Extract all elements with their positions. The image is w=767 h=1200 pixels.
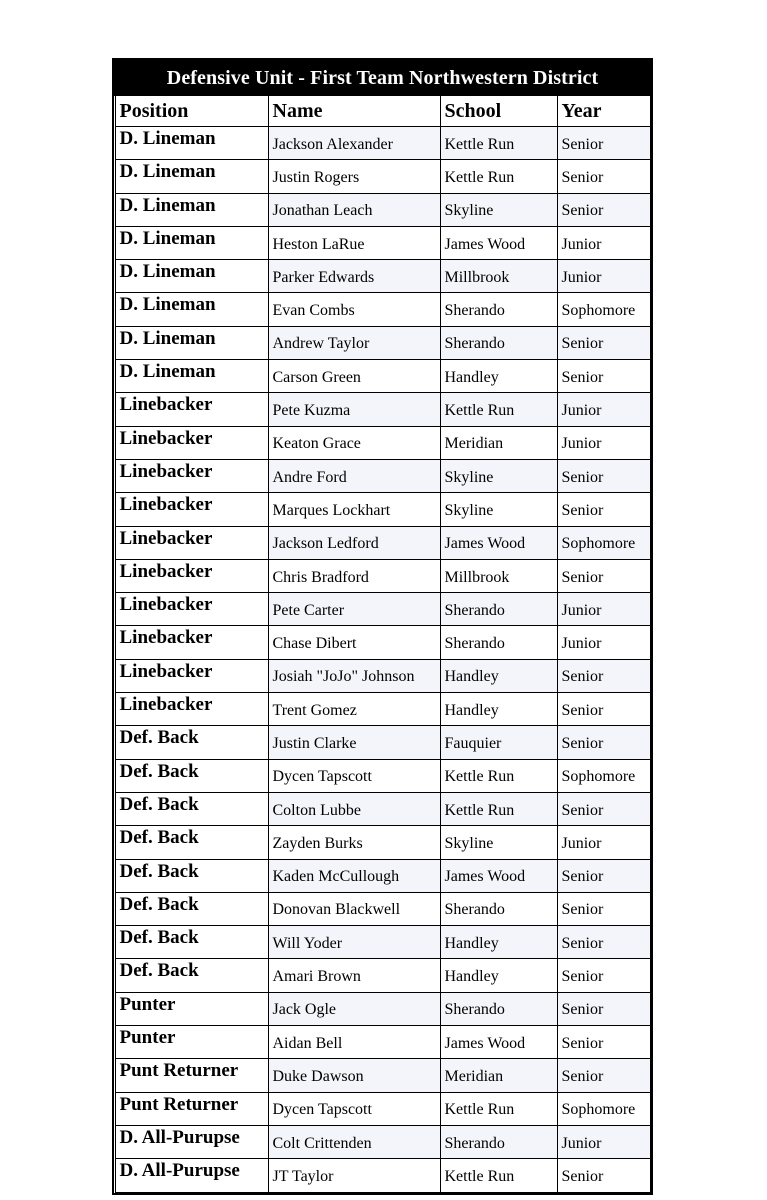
cell-name: Pete Carter <box>268 593 440 626</box>
cell-name: Evan Combs <box>268 293 440 326</box>
cell-school: Kettle Run <box>440 759 557 792</box>
table-row <box>115 593 650 626</box>
table-row <box>115 1092 650 1125</box>
table-row <box>115 393 650 426</box>
table-row <box>115 759 650 792</box>
table-row <box>115 360 650 393</box>
table-row <box>115 1159 650 1192</box>
cell-school: James Wood <box>440 226 557 259</box>
cell-position: Linebacker <box>115 459 268 492</box>
cell-year: Senior <box>557 326 650 359</box>
cell-name: Aidan Bell <box>268 1026 440 1059</box>
cell-year: Sophomore <box>557 1092 650 1125</box>
cell-position: D. All-Purupse <box>115 1159 268 1192</box>
cell-year: Senior <box>557 693 650 726</box>
table-row <box>115 1125 650 1158</box>
table-row <box>115 726 650 759</box>
cell-year: Senior <box>557 193 650 226</box>
cell-position: Linebacker <box>115 659 268 692</box>
cell-school: James Wood <box>440 526 557 559</box>
cell-year: Sophomore <box>557 293 650 326</box>
cell-year: Senior <box>557 1159 650 1192</box>
cell-school: Skyline <box>440 493 557 526</box>
cell-name: JT Taylor <box>268 1159 440 1192</box>
cell-name: Jackson Ledford <box>268 526 440 559</box>
cell-school: Kettle Run <box>440 1159 557 1192</box>
cell-school: Meridian <box>440 1059 557 1092</box>
cell-year: Junior <box>557 1125 650 1158</box>
cell-year: Senior <box>557 493 650 526</box>
cell-school: Sherando <box>440 992 557 1025</box>
cell-position: Punt Returner <box>115 1092 268 1125</box>
cell-position: Linebacker <box>115 526 268 559</box>
table-row <box>115 693 650 726</box>
cell-position: D. Lineman <box>115 193 268 226</box>
cell-name: Justin Rogers <box>268 160 440 193</box>
cell-year: Junior <box>557 593 650 626</box>
table-row <box>115 426 650 459</box>
cell-position: Linebacker <box>115 426 268 459</box>
cell-school: Handley <box>440 360 557 393</box>
column-header-row <box>115 95 650 127</box>
cell-school: Sherando <box>440 1125 557 1158</box>
cell-school: Skyline <box>440 826 557 859</box>
column-header-name: Name <box>268 95 440 127</box>
table-row <box>115 826 650 859</box>
cell-name: Colt Crittenden <box>268 1125 440 1158</box>
cell-year: Junior <box>557 826 650 859</box>
cell-school: Kettle Run <box>440 792 557 825</box>
cell-name: Parker Edwards <box>268 260 440 293</box>
table-row <box>115 127 650 160</box>
table-row <box>115 459 650 492</box>
cell-name: Carson Green <box>268 360 440 393</box>
cell-name: Jack Ogle <box>268 992 440 1025</box>
table-row <box>115 493 650 526</box>
cell-position: Def. Back <box>115 726 268 759</box>
cell-name: Chase Dibert <box>268 626 440 659</box>
cell-position: Linebacker <box>115 493 268 526</box>
cell-school: Kettle Run <box>440 1092 557 1125</box>
cell-school: Sherando <box>440 326 557 359</box>
column-header-year: Year <box>557 95 650 127</box>
cell-year: Senior <box>557 160 650 193</box>
cell-position: Def. Back <box>115 826 268 859</box>
cell-year: Senior <box>557 459 650 492</box>
cell-position: D. Lineman <box>115 360 268 393</box>
table-row <box>115 260 650 293</box>
cell-year: Senior <box>557 1059 650 1092</box>
table-row <box>115 226 650 259</box>
table-row <box>115 326 650 359</box>
cell-name: Josiah "JoJo" Johnson <box>268 659 440 692</box>
cell-school: Fauquier <box>440 726 557 759</box>
cell-name: Chris Bradford <box>268 559 440 592</box>
table-row <box>115 1059 650 1092</box>
cell-name: Will Yoder <box>268 926 440 959</box>
cell-school: Sherando <box>440 626 557 659</box>
cell-year: Senior <box>557 892 650 925</box>
column-header-position: Position <box>115 95 268 127</box>
cell-year: Sophomore <box>557 526 650 559</box>
cell-name: Jackson Alexander <box>268 127 440 160</box>
cell-name: Jonathan Leach <box>268 193 440 226</box>
cell-name: Zayden Burks <box>268 826 440 859</box>
cell-name: Pete Kuzma <box>268 393 440 426</box>
cell-position: Linebacker <box>115 693 268 726</box>
cell-name: Donovan Blackwell <box>268 892 440 925</box>
cell-name: Trent Gomez <box>268 693 440 726</box>
table-row <box>115 559 650 592</box>
cell-year: Senior <box>557 792 650 825</box>
cell-school: Kettle Run <box>440 393 557 426</box>
cell-name: Duke Dawson <box>268 1059 440 1092</box>
cell-name: Kaden McCullough <box>268 859 440 892</box>
cell-school: Handley <box>440 926 557 959</box>
cell-position: Linebacker <box>115 593 268 626</box>
cell-position: D. Lineman <box>115 326 268 359</box>
cell-position: Linebacker <box>115 559 268 592</box>
cell-year: Junior <box>557 426 650 459</box>
cell-position: Punter <box>115 1026 268 1059</box>
cell-year: Senior <box>557 127 650 160</box>
table-row <box>115 659 650 692</box>
cell-position: D. Lineman <box>115 127 268 160</box>
cell-school: Skyline <box>440 459 557 492</box>
cell-year: Senior <box>557 659 650 692</box>
table-row <box>115 892 650 925</box>
table-row <box>115 792 650 825</box>
cell-school: James Wood <box>440 859 557 892</box>
cell-year: Junior <box>557 626 650 659</box>
cell-year: Senior <box>557 1026 650 1059</box>
cell-year: Sophomore <box>557 759 650 792</box>
cell-name: Dycen Tapscott <box>268 1092 440 1125</box>
cell-year: Junior <box>557 226 650 259</box>
cell-school: Handley <box>440 659 557 692</box>
cell-name: Amari Brown <box>268 959 440 992</box>
cell-name: Heston LaRue <box>268 226 440 259</box>
cell-year: Senior <box>557 360 650 393</box>
table-row <box>115 293 650 326</box>
cell-position: Punt Returner <box>115 1059 268 1092</box>
cell-position: Def. Back <box>115 959 268 992</box>
cell-school: James Wood <box>440 1026 557 1059</box>
cell-position: Def. Back <box>115 926 268 959</box>
cell-year: Senior <box>557 959 650 992</box>
cell-school: Handley <box>440 693 557 726</box>
cell-school: Millbrook <box>440 260 557 293</box>
cell-school: Kettle Run <box>440 160 557 193</box>
table-title-row <box>115 61 650 95</box>
table-row <box>115 959 650 992</box>
roster-body <box>115 127 650 1193</box>
cell-name: Andrew Taylor <box>268 326 440 359</box>
table-title: Defensive Unit - First Team Northwestern District <box>115 61 650 95</box>
cell-year: Senior <box>557 859 650 892</box>
table-row <box>115 193 650 226</box>
cell-name: Andre Ford <box>268 459 440 492</box>
cell-year: Junior <box>557 393 650 426</box>
table-row <box>115 160 650 193</box>
cell-name: Dycen Tapscott <box>268 759 440 792</box>
cell-year: Senior <box>557 726 650 759</box>
table-row <box>115 926 650 959</box>
cell-year: Senior <box>557 926 650 959</box>
table-row <box>115 992 650 1025</box>
cell-position: D. Lineman <box>115 160 268 193</box>
cell-school: Kettle Run <box>440 127 557 160</box>
table-row <box>115 859 650 892</box>
cell-year: Senior <box>557 992 650 1025</box>
cell-name: Colton Lubbe <box>268 792 440 825</box>
cell-school: Sherando <box>440 593 557 626</box>
table-row <box>115 526 650 559</box>
cell-name: Marques Lockhart <box>268 493 440 526</box>
cell-position: Def. Back <box>115 792 268 825</box>
cell-year: Junior <box>557 260 650 293</box>
cell-year: Senior <box>557 559 650 592</box>
cell-position: D. Lineman <box>115 293 268 326</box>
cell-school: Sherando <box>440 892 557 925</box>
cell-position: D. Lineman <box>115 260 268 293</box>
cell-position: Punter <box>115 992 268 1025</box>
cell-school: Millbrook <box>440 559 557 592</box>
cell-position: D. All-Purupse <box>115 1125 268 1158</box>
column-header-school: School <box>440 95 557 127</box>
cell-position: D. Lineman <box>115 226 268 259</box>
cell-name: Justin Clarke <box>268 726 440 759</box>
cell-school: Meridian <box>440 426 557 459</box>
cell-school: Sherando <box>440 293 557 326</box>
cell-school: Skyline <box>440 193 557 226</box>
cell-position: Def. Back <box>115 892 268 925</box>
cell-school: Handley <box>440 959 557 992</box>
cell-position: Def. Back <box>115 859 268 892</box>
table-row <box>115 626 650 659</box>
cell-name: Keaton Grace <box>268 426 440 459</box>
roster-table <box>114 60 651 1193</box>
cell-position: Linebacker <box>115 626 268 659</box>
cell-position: Linebacker <box>115 393 268 426</box>
table-row <box>115 1026 650 1059</box>
cell-position: Def. Back <box>115 759 268 792</box>
